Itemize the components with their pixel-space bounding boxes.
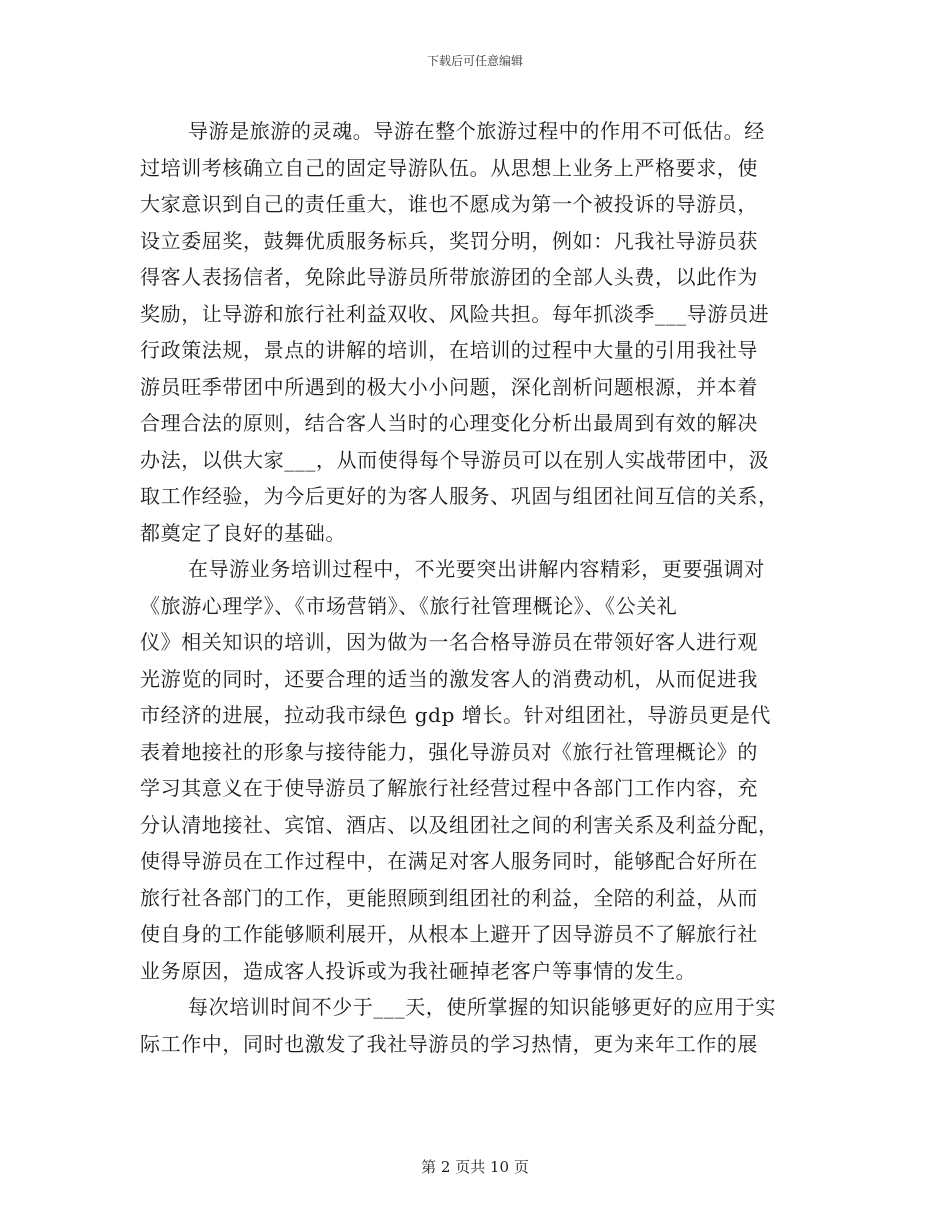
text-line: 都奠定了良好的基础。: [140, 520, 346, 545]
text-line: 使自身的工作能够顺利展开，从根本上避开了因导游员不了解旅行社: [140, 922, 758, 946]
text-line: 得客人表扬信者，免除此导游员所带旅游团的全部人头费，以此作为: [140, 265, 758, 289]
text-line: 学习其意义在于使导游员了解旅行社经营过程中各部门工作内容，充: [140, 776, 758, 800]
text-line: 大家意识到自己的责任重大，谁也不愿成为第一个被投诉的导游员，: [140, 192, 758, 216]
page-header: 下载后可任意编辑: [426, 54, 523, 68]
text-line: 奖励，让导游和旅行社利益双收、风险共担。每年抓淡季___导游员进: [140, 301, 770, 326]
text-line: 在导游业务培训过程中，不光要突出讲解内容精彩，更要强调对: [188, 557, 765, 581]
text-line: 分认清地接社、宾馆、酒店、以及组团社之间的利害关系及利益分配，: [140, 812, 779, 837]
text-line: 过培训考核确立自己的固定导游队伍。从思想上业务上严格要求，使: [140, 155, 758, 180]
text-line: 旅行社各部门的工作，更能照顾到组团社的利益，全陪的利益，从而: [140, 885, 758, 910]
text-line: 使得导游员在工作过程中，在满足对客人服务同时，能够配合好所在: [140, 849, 758, 873]
text-line: 设立委屈奖，鼓舞优质服务标兵，奖罚分明，例如：凡我社导游员获: [140, 228, 758, 253]
text-line: 行政策法规，景点的讲解的培训，在培训的过程中大量的引用我社导: [140, 338, 758, 362]
text-line: 合理合法的原则，结合客人当时的心理变化分析出最周到有效的解决: [140, 411, 758, 435]
text-line: 业务原因，造成客人投诉或为我社砸掉老客户等事情的发生。: [140, 958, 697, 983]
text-line: 每次培训时间不少于___天，使所掌握的知识能够更好的应用于实: [188, 995, 776, 1019]
text-line: 市经济的进展，拉动我市绿色 gdp 增长。针对组团社，导游员更是代: [140, 703, 771, 727]
text-line: 游员旺季带团中所遇到的极大小小问题，深化剖析问题根源，并本着: [140, 374, 758, 399]
text-line: 仪》相关知识的培训，因为做为一名合格导游员在带领好客人进行观: [140, 630, 758, 654]
text-line: 光游览的同时，还要合理的适当的激发客人的消费动机，从而促进我: [140, 666, 758, 691]
text-line: 取工作经验，为今后更好的为客人服务、巩固与组团社间互信的关系，: [140, 484, 779, 508]
text-line: 导游是旅游的灵魂。导游在整个旅游过程中的作用不可低估。经: [188, 119, 765, 143]
page-footer: 第 2 页共 10 页: [421, 1158, 529, 1176]
text-line: 表着地接社的形象与接待能力，强化导游员对《旅行社管理概论》的: [140, 739, 758, 764]
text-line: 际工作中，同时也激发了我社导游员的学习热情，更为来年工作的展: [140, 1031, 758, 1056]
text-line: 《旅游心理学》、《市场营销》、《旅行社管理概论》、《公关礼: [140, 593, 678, 618]
document-body: [140, 113, 805, 1062]
text-line: 办法，以供大家___，从而使得每个导游员可以在别人实战带团中，汲: [140, 447, 770, 472]
